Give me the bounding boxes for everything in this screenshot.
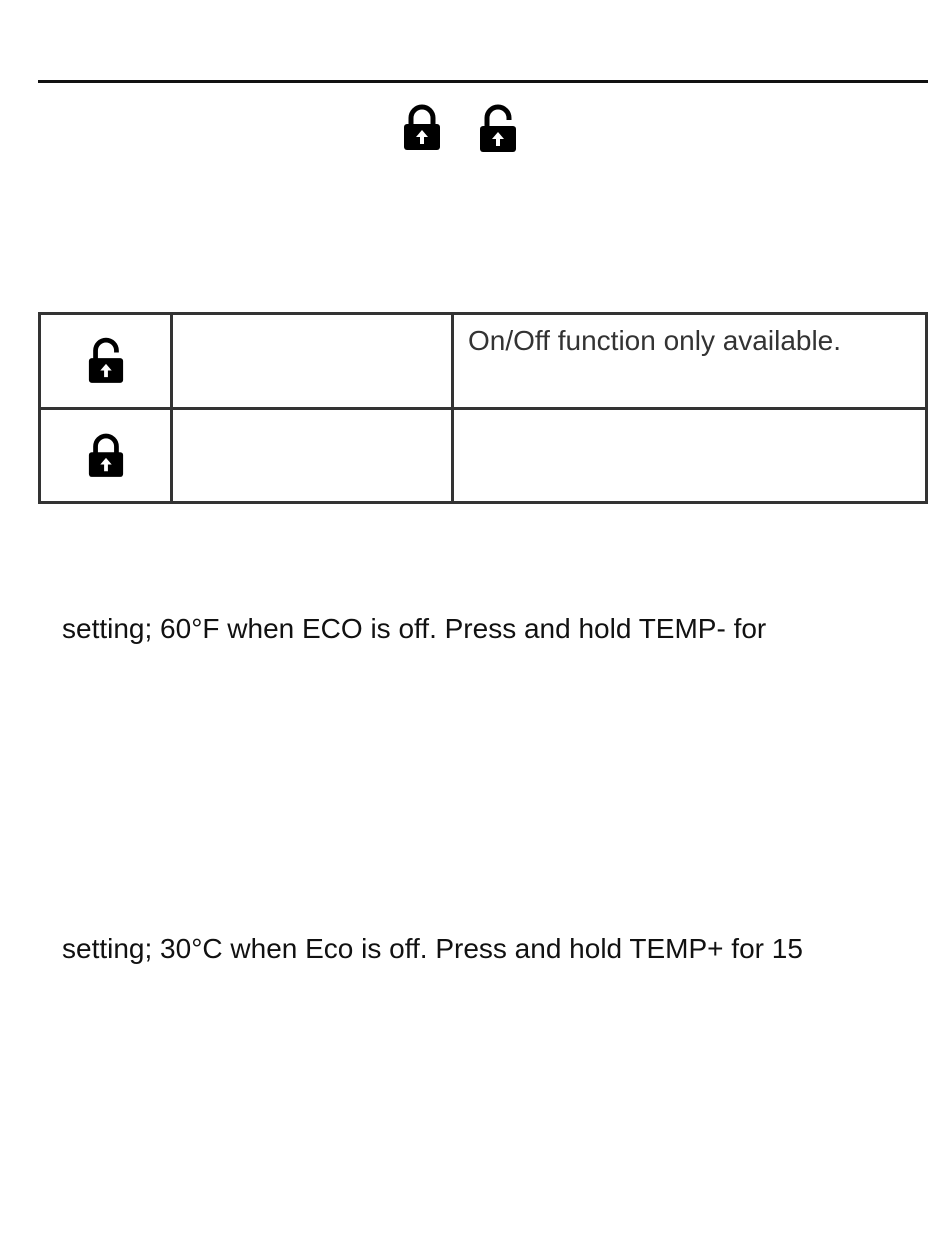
- table-cell-name: [173, 315, 454, 407]
- padlock-open-icon: [87, 337, 125, 385]
- table-row: [41, 315, 925, 410]
- table-row: [41, 410, 925, 501]
- table-cell-description: [454, 315, 925, 407]
- padlock-icon: [87, 433, 125, 479]
- header-lock-icons: [402, 104, 522, 156]
- row-description: On/Off function only available.: [468, 325, 842, 356]
- table-cell-icon: [41, 410, 173, 501]
- padlock-icon: [402, 104, 442, 152]
- header-rule: [38, 80, 928, 83]
- body-text-line: setting; 60°F when ECO is off. Press and hold TEMP- for: [62, 613, 767, 644]
- lock-mode-table: [38, 312, 928, 504]
- body-text-line: setting; 30°C when Eco is off. Press and hold TEMP+ for 15: [62, 933, 803, 964]
- table-cell-description: [454, 410, 925, 501]
- table-cell-icon: [41, 315, 173, 407]
- table-cell-name: [173, 410, 454, 501]
- padlock-open-icon: [478, 104, 518, 154]
